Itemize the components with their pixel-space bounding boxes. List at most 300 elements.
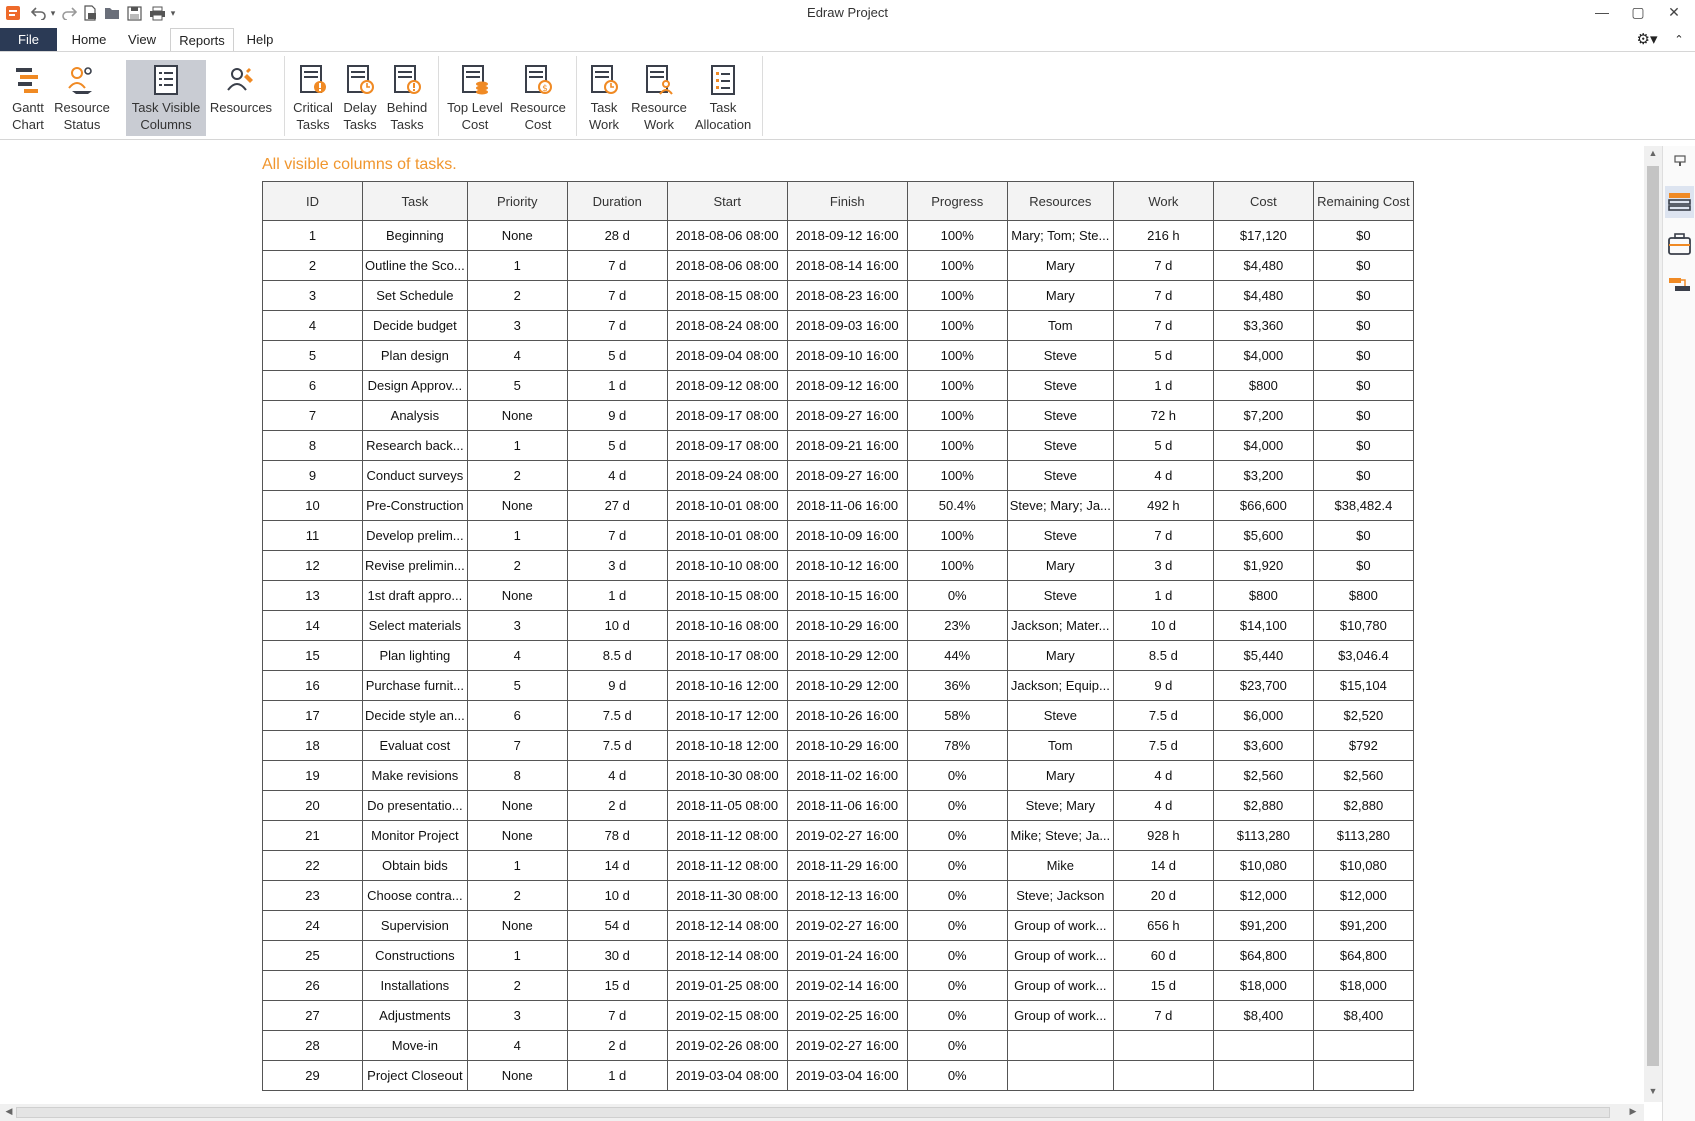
table-cell: 78% xyxy=(907,731,1007,761)
svg-text:$: $ xyxy=(542,84,548,94)
table-cell: None xyxy=(467,491,567,521)
behind-tasks-button[interactable] xyxy=(384,60,430,136)
table-cell: $792 xyxy=(1313,731,1413,761)
table-cell: 4 d xyxy=(1113,791,1213,821)
table-cell: $38,482.4 xyxy=(1313,491,1413,521)
table-cell: $15,104 xyxy=(1313,671,1413,701)
table-cell: 22 xyxy=(263,851,363,881)
table-cell: $91,200 xyxy=(1213,911,1313,941)
table-cell: $64,800 xyxy=(1313,941,1413,971)
table-cell: $2,560 xyxy=(1213,761,1313,791)
table-cell: 72 h xyxy=(1113,401,1213,431)
table-cell: 20 d xyxy=(1113,881,1213,911)
table-cell: 2 d xyxy=(567,791,667,821)
table-cell: 2018-08-15 08:00 xyxy=(667,281,787,311)
table-cell: Mary xyxy=(1007,251,1113,281)
minimize-icon[interactable]: — xyxy=(1595,4,1609,20)
table-cell: 2019-01-25 08:00 xyxy=(667,971,787,1001)
critical-tasks-label-1: Critical xyxy=(293,100,333,115)
resource-work-icon xyxy=(643,64,675,96)
task-allocation-button[interactable] xyxy=(692,60,754,136)
window-title: Edraw Project xyxy=(807,5,888,20)
table-cell: $8,400 xyxy=(1313,1001,1413,1031)
table-cell: Do presentatio... xyxy=(363,791,468,821)
resources-icon xyxy=(225,64,257,96)
table-cell: 9 d xyxy=(567,671,667,701)
table-cell: $0 xyxy=(1313,281,1413,311)
table-cell: 0% xyxy=(907,971,1007,1001)
table-cell: 9 xyxy=(263,461,363,491)
table-cell: $64,800 xyxy=(1213,941,1313,971)
horizontal-scroll-thumb[interactable] xyxy=(16,1107,1610,1118)
table-cell: 4 xyxy=(467,1031,567,1061)
table-row xyxy=(263,941,1414,971)
table-cell: $18,000 xyxy=(1213,971,1313,1001)
table-row xyxy=(263,461,1414,491)
table-cell: Outline the Sco... xyxy=(363,251,468,281)
gantt-chart-button[interactable] xyxy=(4,60,52,136)
table-cell: 2018-09-17 08:00 xyxy=(667,431,787,461)
table-row xyxy=(263,521,1414,551)
table-cell: 2018-10-29 16:00 xyxy=(787,731,907,761)
table-cell: 9 d xyxy=(567,401,667,431)
table-cell: 3 xyxy=(467,611,567,641)
table-cell: 2018-09-12 16:00 xyxy=(787,371,907,401)
table-cell: Steve; Mary xyxy=(1007,791,1113,821)
table-cell: Steve; Jackson xyxy=(1007,881,1113,911)
table-cell: Group of work... xyxy=(1007,971,1113,1001)
behind-tasks-icon xyxy=(391,64,423,96)
table-cell: 2018-11-05 08:00 xyxy=(667,791,787,821)
task-allocation-icon xyxy=(707,64,739,96)
table-cell: 2018-12-14 08:00 xyxy=(667,911,787,941)
table-cell: $0 xyxy=(1313,551,1413,581)
collapse-ribbon-icon[interactable]: ⌃ xyxy=(1674,34,1684,46)
table-cell: 7 xyxy=(467,731,567,761)
table-cell: Obtain bids xyxy=(363,851,468,881)
table-cell: Steve; Mary; Ja... xyxy=(1007,491,1113,521)
gantt-chart-icon xyxy=(12,64,44,96)
table-cell: 2018-09-27 16:00 xyxy=(787,401,907,431)
table-cell: 18 xyxy=(263,731,363,761)
horizontal-scrollbar[interactable] xyxy=(0,1104,1644,1121)
table-cell: $3,200 xyxy=(1213,461,1313,491)
table-cell: 100% xyxy=(907,221,1007,251)
table-cell: Group of work... xyxy=(1007,1001,1113,1031)
table-cell: Design Approv... xyxy=(363,371,468,401)
scroll-right-icon[interactable]: ▶ xyxy=(1629,1106,1637,1116)
table-cell: 2019-02-25 16:00 xyxy=(787,1001,907,1031)
table-cell: Decide style an... xyxy=(363,701,468,731)
table-cell: Supervision xyxy=(363,911,468,941)
table-row xyxy=(263,251,1414,281)
tab-help[interactable]: Help xyxy=(246,32,274,47)
table-cell: $12,000 xyxy=(1213,881,1313,911)
task-visible-columns-button[interactable] xyxy=(126,60,206,136)
table-cell: 100% xyxy=(907,461,1007,491)
table-row xyxy=(263,311,1414,341)
resource-cost-button[interactable] xyxy=(508,60,568,136)
table-cell: None xyxy=(467,401,567,431)
scroll-down-icon[interactable]: ▼ xyxy=(1648,1086,1658,1096)
table-cell: None xyxy=(467,1061,567,1091)
table-cell: 14 d xyxy=(567,851,667,881)
open-icon[interactable] xyxy=(102,4,122,22)
table-cell xyxy=(1213,1031,1313,1061)
customize-dropdown-icon[interactable]: ▾ xyxy=(170,7,176,18)
column-header: ID xyxy=(263,182,363,221)
table-cell: 11 xyxy=(263,521,363,551)
table-cell: Purchase furnit... xyxy=(363,671,468,701)
column-header: Resources xyxy=(1007,182,1113,221)
table-cell: 7 d xyxy=(567,311,667,341)
resource-status-button[interactable] xyxy=(54,60,110,136)
table-row xyxy=(263,761,1414,791)
behind-tasks-label-1: Behind xyxy=(386,100,428,115)
resource-work-button[interactable] xyxy=(628,60,690,136)
table-cell: Conduct surveys xyxy=(363,461,468,491)
table-cell: 2019-03-04 08:00 xyxy=(667,1061,787,1091)
table-cell: 23% xyxy=(907,611,1007,641)
table-cell: 2018-09-04 08:00 xyxy=(667,341,787,371)
table-cell xyxy=(1313,1061,1413,1091)
undo-dropdown-icon[interactable]: ▾ xyxy=(50,7,56,18)
table-cell: $4,000 xyxy=(1213,431,1313,461)
table-cell xyxy=(1113,1031,1213,1061)
table-cell: 5 xyxy=(263,341,363,371)
pin-panel-icon[interactable] xyxy=(1665,150,1694,170)
delay-tasks-button[interactable] xyxy=(338,60,382,136)
table-cell: 3 xyxy=(467,1001,567,1031)
column-header: Priority xyxy=(467,182,567,221)
table-cell: 5 d xyxy=(567,431,667,461)
table-cell: 7 d xyxy=(567,521,667,551)
table-cell: None xyxy=(467,221,567,251)
table-cell: 4 d xyxy=(567,761,667,791)
table-cell: 2018-10-01 08:00 xyxy=(667,521,787,551)
task-allocation-label-1: Task xyxy=(709,100,737,115)
critical-tasks-button[interactable] xyxy=(290,60,336,136)
table-row xyxy=(263,401,1414,431)
table-cell: 2019-02-27 16:00 xyxy=(787,821,907,851)
delay-tasks-label-1: Delay xyxy=(343,100,377,115)
table-cell: 2018-10-26 16:00 xyxy=(787,701,907,731)
table-cell: 2 xyxy=(467,461,567,491)
table-cell: 7 xyxy=(263,401,363,431)
top-level-cost-label-1: Top Level xyxy=(447,100,503,115)
resources-label: Resources xyxy=(209,100,273,115)
table-cell: Mike; Steve; Ja... xyxy=(1007,821,1113,851)
table-row xyxy=(263,1031,1414,1061)
delay-tasks-icon xyxy=(344,64,376,96)
table-cell: 2018-09-12 08:00 xyxy=(667,371,787,401)
tab-file[interactable]: File xyxy=(0,28,57,52)
table-cell: 1 d xyxy=(567,581,667,611)
table-cell: Steve xyxy=(1007,431,1113,461)
table-cell: 4 d xyxy=(1113,761,1213,791)
table-cell: $18,000 xyxy=(1313,971,1413,1001)
table-cell: 21 xyxy=(263,821,363,851)
table-cell: 0% xyxy=(907,1001,1007,1031)
undo-icon[interactable] xyxy=(28,4,50,22)
table-cell: None xyxy=(467,911,567,941)
table-cell: 492 h xyxy=(1113,491,1213,521)
table-cell: Steve xyxy=(1007,701,1113,731)
table-cell: 2018-10-17 12:00 xyxy=(667,701,787,731)
table-cell: 29 xyxy=(263,1061,363,1091)
table-cell: 27 d xyxy=(567,491,667,521)
gantt-panel-icon[interactable] xyxy=(1665,270,1694,302)
table-cell: Mary xyxy=(1007,641,1113,671)
behind-tasks-label-2: Tasks xyxy=(390,117,424,132)
table-cell: $0 xyxy=(1313,401,1413,431)
table-cell: 7.5 d xyxy=(567,701,667,731)
top-level-cost-button[interactable] xyxy=(444,60,506,136)
table-cell: 7 d xyxy=(1113,311,1213,341)
table-cell: 2 xyxy=(467,551,567,581)
task-work-icon xyxy=(588,64,620,96)
table-cell: $17,120 xyxy=(1213,221,1313,251)
tab-reports[interactable]: Reports xyxy=(170,28,234,52)
table-cell: 1 xyxy=(467,521,567,551)
table-cell: Group of work... xyxy=(1007,911,1113,941)
table-cell: Constructions xyxy=(363,941,468,971)
table-cell: 2018-10-15 08:00 xyxy=(667,581,787,611)
table-cell: 19 xyxy=(263,761,363,791)
resource-cost-label-2: Cost xyxy=(524,117,552,132)
table-cell: 100% xyxy=(907,281,1007,311)
column-header: Work xyxy=(1113,182,1213,221)
table-cell: Beginning xyxy=(363,221,468,251)
table-cell: $10,080 xyxy=(1313,851,1413,881)
table-row xyxy=(263,851,1414,881)
table-cell: $5,600 xyxy=(1213,521,1313,551)
top-level-cost-icon xyxy=(459,64,491,96)
table-cell: 25 xyxy=(263,941,363,971)
ribbon-separator xyxy=(762,56,763,136)
table-cell: Make revisions xyxy=(363,761,468,791)
table-cell: 9 d xyxy=(1113,671,1213,701)
table-cell: 2018-10-17 08:00 xyxy=(667,641,787,671)
resource-status-label-1: Resource xyxy=(54,100,110,115)
table-cell: 4 xyxy=(467,341,567,371)
table-cell: Select materials xyxy=(363,611,468,641)
maximize-icon[interactable]: ▢ xyxy=(1631,4,1645,20)
table-cell: 17 xyxy=(263,701,363,731)
table-cell: Steve xyxy=(1007,341,1113,371)
table-cell: 5 d xyxy=(1113,431,1213,461)
table-cell: 0% xyxy=(907,881,1007,911)
table-cell: 6 xyxy=(263,371,363,401)
table-cell xyxy=(1113,1061,1213,1091)
table-cell: 30 d xyxy=(567,941,667,971)
table-row xyxy=(263,581,1414,611)
scroll-up-icon[interactable]: ▲ xyxy=(1648,148,1658,158)
new-icon[interactable] xyxy=(80,4,100,22)
table-cell: Tom xyxy=(1007,731,1113,761)
table-cell: 0% xyxy=(907,911,1007,941)
table-cell: 5 xyxy=(467,371,567,401)
table-cell: Steve xyxy=(1007,461,1113,491)
table-cell: 78 d xyxy=(567,821,667,851)
tab-view[interactable]: View xyxy=(128,32,156,47)
table-row xyxy=(263,491,1414,521)
ribbon-separator xyxy=(438,56,439,136)
table-cell: $10,080 xyxy=(1213,851,1313,881)
table-cell xyxy=(1007,1031,1113,1061)
table-cell: 1st draft appro... xyxy=(363,581,468,611)
table-cell: 2018-10-15 16:00 xyxy=(787,581,907,611)
table-cell: Move-in xyxy=(363,1031,468,1061)
table-cell: 100% xyxy=(907,551,1007,581)
table-cell: 2 xyxy=(263,251,363,281)
column-header: Cost xyxy=(1213,182,1313,221)
table-cell: 7 d xyxy=(1113,1001,1213,1031)
close-icon[interactable]: ✕ xyxy=(1668,4,1680,20)
table-cell: Decide budget xyxy=(363,311,468,341)
ribbon-separator xyxy=(284,56,285,136)
resource-panel-icon[interactable] xyxy=(1665,228,1694,260)
table-cell: 100% xyxy=(907,311,1007,341)
table-row xyxy=(263,341,1414,371)
table-row xyxy=(263,881,1414,911)
table-row xyxy=(263,911,1414,941)
table-cell: 2018-10-29 12:00 xyxy=(787,671,907,701)
gantt-chart-label-1: Gantt xyxy=(12,100,44,115)
right-side-panel xyxy=(1662,146,1695,1121)
table-cell: 1 xyxy=(263,221,363,251)
table-cell: 2018-10-18 12:00 xyxy=(667,731,787,761)
table-cell: $4,480 xyxy=(1213,281,1313,311)
table-cell: 14 d xyxy=(1113,851,1213,881)
table-cell: 2018-11-06 16:00 xyxy=(787,491,907,521)
settings-gear-icon[interactable]: ⚙▾ xyxy=(1636,31,1658,48)
table-cell: 26 xyxy=(263,971,363,1001)
table-cell: $800 xyxy=(1313,581,1413,611)
table-cell: 2018-09-17 08:00 xyxy=(667,401,787,431)
table-row xyxy=(263,431,1414,461)
table-cell: $4,480 xyxy=(1213,251,1313,281)
table-cell: $0 xyxy=(1313,521,1413,551)
table-cell: 4 d xyxy=(1113,461,1213,491)
table-cell: 7 d xyxy=(1113,281,1213,311)
table-cell: Develop prelim... xyxy=(363,521,468,551)
resources-button[interactable] xyxy=(208,60,274,136)
table-cell: 8.5 d xyxy=(1113,641,1213,671)
table-cell: 2018-10-29 12:00 xyxy=(787,641,907,671)
table-cell: 4 d xyxy=(567,461,667,491)
tab-home[interactable]: Home xyxy=(71,32,107,47)
table-cell: 2018-08-23 16:00 xyxy=(787,281,907,311)
table-cell: Tom xyxy=(1007,311,1113,341)
table-cell: Steve xyxy=(1007,521,1113,551)
table-cell: 928 h xyxy=(1113,821,1213,851)
table-row xyxy=(263,731,1414,761)
table-row xyxy=(263,671,1414,701)
table-cell: 2019-02-27 16:00 xyxy=(787,911,907,941)
table-cell: 100% xyxy=(907,251,1007,281)
table-cell: 1 xyxy=(467,941,567,971)
table-cell: $6,000 xyxy=(1213,701,1313,731)
critical-tasks-label-2: Tasks xyxy=(296,117,330,132)
table-cell: 2018-09-03 16:00 xyxy=(787,311,907,341)
table-row xyxy=(263,611,1414,641)
table-cell: Pre-Construction xyxy=(363,491,468,521)
table-cell: 2019-01-24 16:00 xyxy=(787,941,907,971)
table-cell: 2018-10-30 08:00 xyxy=(667,761,787,791)
table-cell: Jackson; Mater... xyxy=(1007,611,1113,641)
table-cell: $91,200 xyxy=(1313,911,1413,941)
table-cell: 58% xyxy=(907,701,1007,731)
task-list-panel-icon[interactable] xyxy=(1665,186,1694,218)
table-cell: 60 d xyxy=(1113,941,1213,971)
table-cell: Evaluat cost xyxy=(363,731,468,761)
table-cell: 7 d xyxy=(1113,521,1213,551)
table-cell: $3,600 xyxy=(1213,731,1313,761)
table-cell: $800 xyxy=(1213,581,1313,611)
task-work-label-2: Work xyxy=(588,117,620,132)
print-icon[interactable] xyxy=(146,4,168,22)
table-cell: $4,000 xyxy=(1213,341,1313,371)
table-cell: Plan design xyxy=(363,341,468,371)
table-cell: 2019-03-04 16:00 xyxy=(787,1061,907,1091)
table-cell: 1 d xyxy=(1113,371,1213,401)
vertical-scrollbar[interactable] xyxy=(1644,146,1662,1102)
table-cell: 13 xyxy=(263,581,363,611)
table-cell: Adjustments xyxy=(363,1001,468,1031)
table-cell: 15 d xyxy=(1113,971,1213,1001)
table-cell: 7.5 d xyxy=(1113,701,1213,731)
table-cell: $66,600 xyxy=(1213,491,1313,521)
task-work-button[interactable] xyxy=(582,60,626,136)
table-cell: 2018-09-21 16:00 xyxy=(787,431,907,461)
table-cell: $3,046.4 xyxy=(1313,641,1413,671)
table-cell: $1,920 xyxy=(1213,551,1313,581)
vertical-scroll-thumb[interactable] xyxy=(1647,166,1659,1066)
table-cell: 2018-08-06 08:00 xyxy=(667,221,787,251)
table-cell: 4 xyxy=(467,641,567,671)
table-cell: 3 xyxy=(263,281,363,311)
redo-icon[interactable] xyxy=(58,4,80,22)
table-row xyxy=(263,821,1414,851)
table-cell: Mary xyxy=(1007,761,1113,791)
table-cell: 28 d xyxy=(567,221,667,251)
table-cell: 2018-11-06 16:00 xyxy=(787,791,907,821)
save-icon[interactable] xyxy=(124,4,144,22)
table-cell: 2018-10-01 08:00 xyxy=(667,491,787,521)
table-cell: 100% xyxy=(907,521,1007,551)
table-header-row xyxy=(263,182,1414,221)
scroll-left-icon[interactable]: ◀ xyxy=(5,1106,13,1116)
table-cell: 100% xyxy=(907,431,1007,461)
table-cell: 44% xyxy=(907,641,1007,671)
top-level-cost-label-2: Cost xyxy=(461,117,489,132)
table-cell: 7 d xyxy=(567,281,667,311)
task-report-table xyxy=(262,181,1414,1091)
table-cell: 2018-10-29 16:00 xyxy=(787,611,907,641)
table-cell: 3 xyxy=(467,311,567,341)
report-title: All visible columns of tasks. xyxy=(262,156,457,173)
table-cell: 3 d xyxy=(1113,551,1213,581)
table-cell: 20 xyxy=(263,791,363,821)
table-cell xyxy=(1213,1061,1313,1091)
table-cell: 1 d xyxy=(567,371,667,401)
ribbon-separator xyxy=(576,56,577,136)
table-cell: 7.5 d xyxy=(567,731,667,761)
table-cell: 2018-10-16 12:00 xyxy=(667,671,787,701)
table-cell: Mike xyxy=(1007,851,1113,881)
column-header: Start xyxy=(667,182,787,221)
